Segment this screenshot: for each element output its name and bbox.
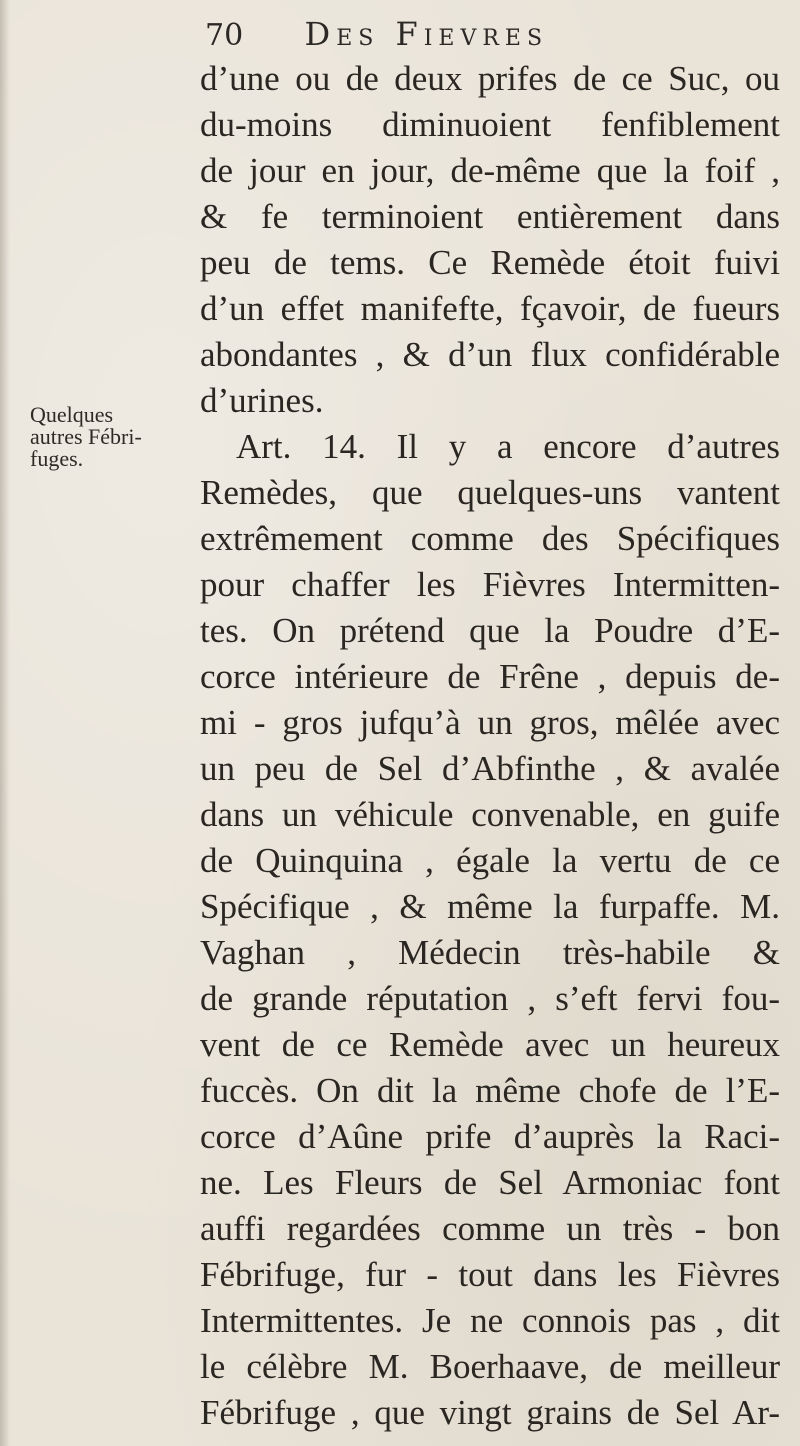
text-line: d’urines. bbox=[200, 381, 324, 420]
text-line: du-moins diminuoient fenfiblement bbox=[200, 105, 780, 144]
running-title: Des Fievres bbox=[304, 15, 549, 53]
text-line: fuccès. On dit la même chofe de l’E- bbox=[200, 1071, 780, 1110]
text-line: dans un véhicule convenable, en guife bbox=[200, 795, 780, 834]
text-line: corce d’Aûne prife d’auprès la Raci- bbox=[200, 1117, 780, 1156]
text-line: Remèdes, que quelques-uns vantent bbox=[200, 473, 780, 512]
text-line: Art. 14. Il y a encore d’autres bbox=[236, 427, 780, 466]
margin-note-line: autres Fébri- bbox=[30, 424, 142, 449]
text-line: Fébrifuge , que vingt grains de Sel Ar- bbox=[200, 1393, 780, 1432]
page-number: 70 bbox=[205, 18, 244, 53]
text-line: Spécifique , & même la furpaffe. M. bbox=[200, 887, 780, 926]
body-text bbox=[200, 56, 780, 1436]
text-line: vent de ce Remède avec un heureux bbox=[200, 1025, 780, 1064]
text-line: auffi regardées comme un très - bon bbox=[200, 1209, 780, 1248]
text-line: de Quinquina , égale la vertu de ce bbox=[200, 841, 780, 880]
text-line: tes. On prétend que la Poudre d’E- bbox=[200, 611, 780, 650]
text-line: peu de tems. Ce Remède étoit fuivi bbox=[200, 243, 780, 282]
text-line: pour chaffer les Fièvres Intermitten- bbox=[200, 565, 780, 604]
text-line: d’une ou de deux prifes de ce Suc, ou bbox=[200, 59, 780, 98]
text-line: Vaghan , Médecin très-habile & bbox=[200, 933, 780, 972]
text-line: extrêmement comme des Spécifiques bbox=[200, 519, 780, 558]
text-line: de jour en jour, de-même que la foif , bbox=[200, 151, 780, 190]
text-line: abondantes , & d’un flux confidérable bbox=[200, 335, 780, 374]
text-line: Fébrifuge, fur - tout dans les Fièvres bbox=[200, 1255, 780, 1294]
text-line: de grande réputation , s’eft fervi fou- bbox=[200, 979, 780, 1018]
text-line: mi - gros jufqu’à un gros, mêlée avec bbox=[200, 703, 780, 742]
text-line: le célèbre M. Boerhaave, de meilleur bbox=[200, 1347, 780, 1386]
text-line: d’un effet manifefte, fçavoir, de fueurs bbox=[200, 289, 780, 328]
text-line: corce intérieure de Frêne , depuis de- bbox=[200, 657, 780, 696]
text-line: un peu de Sel d’Abfinthe , & avalée bbox=[200, 749, 780, 788]
text-line: & fe terminoient entièrement dans bbox=[200, 197, 780, 236]
page-gutter-shadow bbox=[0, 0, 10, 1446]
margin-note bbox=[30, 404, 180, 470]
margin-note-line: fuges. bbox=[30, 446, 84, 471]
running-header bbox=[205, 14, 765, 54]
text-line: Intermittentes. Je ne connois pas , dit bbox=[200, 1301, 780, 1340]
text-line: ne. Les Fleurs de Sel Armoniac font bbox=[200, 1163, 780, 1202]
margin-note-line: Quelques bbox=[30, 402, 114, 427]
